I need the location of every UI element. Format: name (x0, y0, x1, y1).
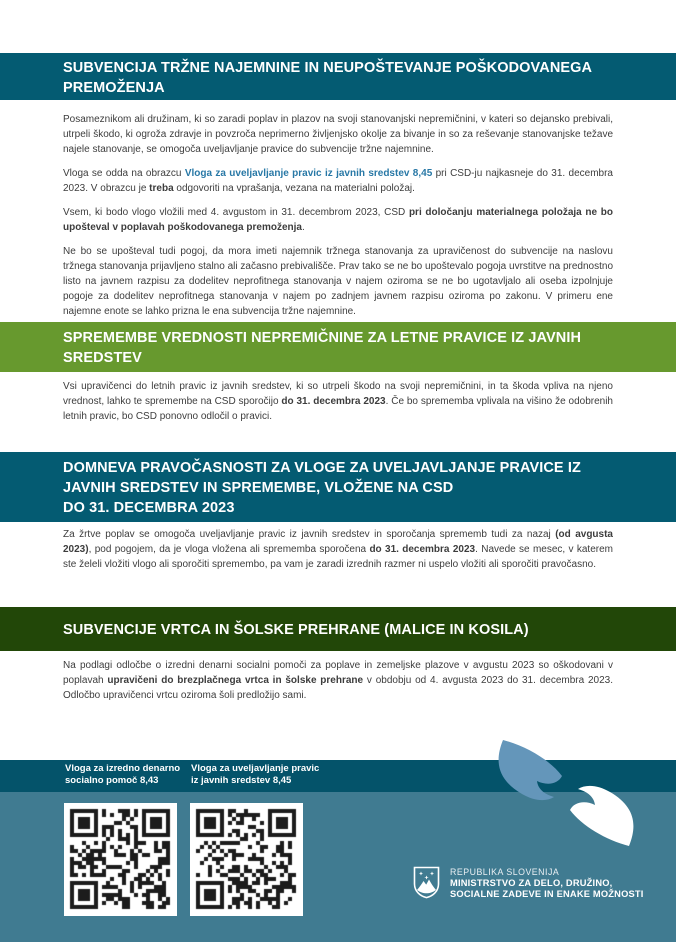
body-paragraph (63, 527, 613, 572)
section-heading-line: JAVNIH SREDSTEV IN SPREMEMBE, VLOŽENE NA CSD (63, 480, 454, 496)
section-heading-band (0, 53, 676, 100)
section-heading-band (0, 322, 676, 372)
section-heading-band (0, 452, 676, 522)
text-run: v obdobju od 4. avgusta 2023 do 31. decembra 2023. Odločbo upravičenci vrtcu oziroma šoli predložijo sami. (63, 675, 614, 701)
text-run: Posameznikom ali družinam, ki so zaradi poplav in plazov na svoji stanovanjski nepremičnini, v kateri so dejansko prebivali, utrpeli škodo, ki ogroža zdravje in povzroča neprimerno življenjsko okolje za bivanje in so za reševanje stanovanjske težave najele stanovanje, se omogoča uveljavljanje pravice do subvencije tržne najemnine. (63, 114, 613, 155)
qr-label-line: Vloga za uveljavljanje pravic (191, 763, 320, 774)
helping-hands-icon (470, 728, 670, 858)
ministry-name-line: REPUBLIKA SLOVENIJA (450, 867, 560, 877)
section-heading-line: DO 31. DECEMBRA 2023 (63, 500, 235, 516)
qr-label-line: socialno pomoč 8,43 (65, 774, 159, 786)
slovenia-coat-of-arms-icon (413, 866, 440, 899)
text-run: pri CSD-ju najkasneje do 31. decembra 2023. V obrazcu je (63, 168, 613, 194)
hand-swoosh-white (570, 786, 633, 846)
section-body (63, 527, 613, 581)
qr-code (190, 803, 303, 916)
text-run: Ne bo se upošteval tudi pogoj, da mora imeti najemnik tržnega stanovanja za upravičenost do subvencije na naslovu tržnega stanovanja prijavljeno stalno ali začasno prebivališče. Prav tako se ne bo upoštevalo pogoja uvrstitve na prednostno listo na javnem razpisu za dodelitev neprofitnega stanovanja v najem oziroma se ne bo ugotavljalo ali oseba izpolnjuje pogoje za dodelitev neprofitnega stanovanja v najem po zadnjem javnem razpisu oziroma po zakonu. V primeru ene najemne enote se lahko prizna le ena subvencija tržne najemnine. (63, 246, 613, 317)
text-run: treba (149, 183, 174, 194)
ministry-name-line: MINISTRSTVO ZA DELO, DRUŽINO, (450, 878, 613, 888)
text-run: Vsi upravičenci do letnih pravic iz javnih sredstev, ki so utrpeli škodo na svoji nepremičnini, in ta škoda vpliva na njeno vrednost, lahko te spremembe na CSD sporočijo (63, 381, 613, 407)
text-run: Vsem, ki bodo vlogo vložili med 4. avgustom in 31. decembrom 2023, CSD (63, 207, 409, 218)
text-run: Na podlagi odločbe o izredni denarni socialni pomoči za poplave in zemeljske plazove v avgustu 2023 so oškodovani v poplavah (63, 660, 613, 686)
text-run: (od avgusta 2023) (63, 529, 613, 555)
text-run: do 31. decembra 2023 (369, 544, 476, 555)
text-run: . Če bo sprememba vplivala na višino že odobrenih letnih pravic, bo CSD ponovno odločil o pravici. (63, 396, 613, 422)
text-run: . (301, 222, 305, 233)
section-heading-line: SUBVENCIJE VRTCA IN ŠOLSKE PREHRANE (MALICE IN KOSILA) (63, 622, 529, 638)
section-heading-line: SREDSTEV (63, 350, 142, 366)
section-heading-line: SPREMEMBE VREDNOSTI NEPREMIČNINE ZA LETNE PRAVICE IZ JAVNIH (63, 330, 582, 346)
section-heading-band (0, 607, 676, 651)
section-heading-line: SUBVENCIJA TRŽNE NAJEMNINE IN NEUPOŠTEVANJE POŠKODOVANEGA (63, 59, 593, 76)
ministry-logo-block (413, 866, 644, 900)
ministry-name-line: SOCIALNE ZADEVE IN ENAKE MOŽNOSTI (450, 889, 644, 899)
qr-code (64, 803, 177, 916)
section-body (63, 379, 613, 433)
text-run: Za žrtve poplav se omogoča uveljavljanje pravic iz javnih sredstev in sporočanja sprememb tudi za nazaj (63, 529, 556, 540)
qr-label (191, 763, 319, 786)
section-body (63, 112, 613, 328)
text-run: do 31. decembra 2023 (281, 396, 386, 407)
form-reference-text: Vloga za uveljavljanje pravic iz javnih sredstev 8,45 (184, 168, 433, 179)
hand-swoosh-blue (499, 740, 562, 800)
ministry-name (450, 866, 644, 900)
text-run: Vloga se odda na obrazcu (63, 168, 185, 179)
section-heading-line: DOMNEVA PRAVOČASNOSTI ZA VLOGE ZA UVELJAVLJANJE PRAVICE IZ (63, 460, 581, 476)
body-paragraph (63, 166, 613, 196)
qr-label (65, 763, 180, 786)
section-body (63, 658, 613, 712)
body-paragraph (63, 658, 613, 703)
section-heading-line: PREMOŽENJA (63, 79, 165, 96)
text-run: . Navede se mesec, v katerem ste želeli vložiti vlogo ali sporočiti spremembo, pa vam je zaradi izrednih razmer ni uspelo vložiti ali sporočiti pravočasno. (63, 544, 613, 570)
body-paragraph (63, 112, 613, 157)
text-run: pri določanju materialnega položaja ne bo upošteval v poplavah poškodovanega premoženja (63, 207, 613, 233)
qr-label-line: iz javnih sredstev 8,45 (191, 774, 292, 786)
text-run: upravičeni do brezplačnega vrtca in šolske prehrane (107, 675, 364, 686)
text-run: , pod pogojem, da je vloga vložena ali sprememba sporočena (88, 544, 370, 555)
body-paragraph (63, 205, 613, 235)
body-paragraph (63, 244, 613, 319)
body-paragraph (63, 379, 613, 424)
text-run: odgovoriti na vprašanja, vezana na materialni položaj. (173, 183, 415, 194)
qr-label-line: Vloga za izredno denarno (65, 763, 181, 774)
